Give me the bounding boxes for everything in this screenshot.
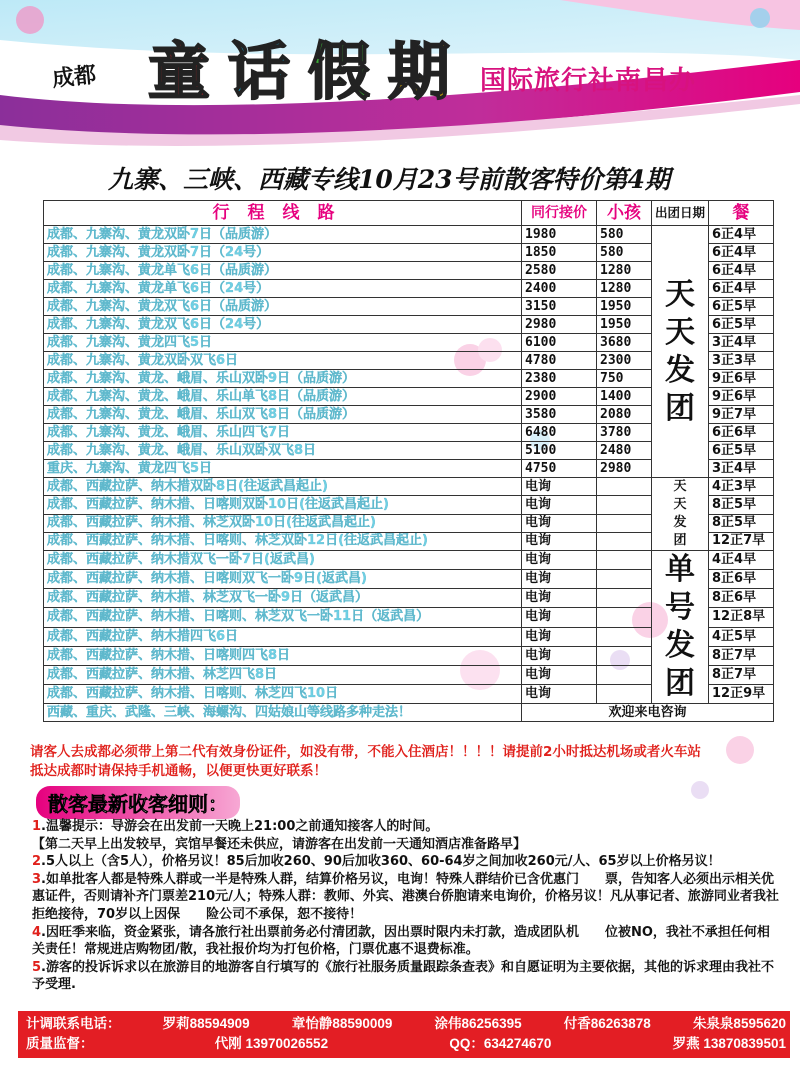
price-cell: 电询 <box>522 532 597 550</box>
child-price-cell: 3680 <box>597 334 652 352</box>
footer-contact: 章怡静88590009 <box>291 1016 393 1031</box>
departure-cell <box>652 478 709 551</box>
price-cell: 电询 <box>522 627 597 646</box>
table-header-row <box>44 201 774 226</box>
route-cell: 成都、九寨沟、黄龙四飞5日 <box>44 334 522 352</box>
meals-cell: 8正7早 <box>709 665 774 684</box>
meals-cell: 4正3早 <box>709 478 774 496</box>
footer-contact: 罗燕 13870839501 <box>672 1036 786 1051</box>
route-cell: 成都、九寨沟、黄龙双飞6日（品质游） <box>44 298 522 316</box>
route-cell: 成都、九寨沟、黄龙、峨眉、乐山双卧9日（品质游） <box>44 370 522 388</box>
route-cell: 成都、九寨沟、黄龙双卧7日（品质游） <box>44 226 522 244</box>
meals-cell: 8正6早 <box>709 589 774 608</box>
child-price-cell <box>597 627 652 646</box>
meals-cell: 6正5早 <box>709 316 774 334</box>
important-notice <box>30 743 790 781</box>
footer-label: 质量监督： <box>26 1036 94 1051</box>
price-cell: 6480 <box>522 424 597 442</box>
child-price-cell <box>597 608 652 627</box>
meals-cell: 9正6早 <box>709 388 774 406</box>
child-price-cell <box>597 514 652 532</box>
notice-line-2: 抵达成都时请保持手机通畅，以便更快更好联系！ <box>30 763 327 779</box>
price-cell: 6100 <box>522 334 597 352</box>
price-cell: 1980 <box>522 226 597 244</box>
price-cell: 2580 <box>522 262 597 280</box>
notice-line-1: 请客人去成都必须带上第二代有效身份证件，如没有带，不能入住酒店！！！！请提前2小时抵达机场或者火车站 <box>30 744 701 760</box>
meals-cell: 6正4早 <box>709 262 774 280</box>
price-cell: 3150 <box>522 298 597 316</box>
route-cell: 成都、西藏拉萨、纳木措双卧8日(往返武昌起止) <box>44 478 522 496</box>
rule-number: 2 <box>32 854 42 870</box>
footer-supervision-row <box>26 1034 786 1054</box>
price-cell: 5100 <box>522 442 597 460</box>
rule-item <box>32 959 782 994</box>
route-cell: 成都、九寨沟、黄龙单飞6日（品质游） <box>44 262 522 280</box>
header-route: 行程线路 <box>44 201 522 226</box>
route-cell: 成都、西藏拉萨、纳木措、日喀则四飞8日 <box>44 646 522 665</box>
meals-cell: 6正4早 <box>709 244 774 262</box>
table-row <box>44 226 774 244</box>
rule-text: .因旺季来临，资金紧张，请各旅行社出票前务必付清团款，因出票时限内未打款，造成团队机 位被NO，我社不承担任何相关责任！常规进店购物团/散，我社报价均为打包价格，门票优惠不退费标准。 <box>32 924 770 958</box>
price-cell: 2400 <box>522 280 597 298</box>
footer-contact: 付香86263878 <box>563 1016 651 1031</box>
child-price-cell: 1400 <box>597 388 652 406</box>
route-cell: 成都、西藏拉萨、纳木措、林芝四飞8日 <box>44 665 522 684</box>
route-cell: 成都、西藏拉萨、纳木措、日喀则、林芝双卧12日(往返武昌起止) <box>44 532 522 550</box>
route-cell: 成都、西藏拉萨、纳木措、日喀则、林芝双飞一卧11日（返武昌） <box>44 608 522 627</box>
rule-number: 4 <box>32 924 42 940</box>
price-cell: 电询 <box>522 665 597 684</box>
price-cell: 4780 <box>522 352 597 370</box>
departure-label: 单 号 发 团 <box>665 552 695 701</box>
departure-cell <box>652 226 709 478</box>
price-cell: 电询 <box>522 551 597 570</box>
title-char-3: 假 <box>308 35 371 108</box>
rule-item <box>32 836 782 854</box>
meals-cell: 6正6早 <box>709 424 774 442</box>
route-cell: 成都、九寨沟、黄龙双卧7日（24号） <box>44 244 522 262</box>
meals-cell: 12正9早 <box>709 684 774 703</box>
price-cell: 电询 <box>522 608 597 627</box>
contact-footer <box>18 1011 790 1058</box>
route-cell: 成都、西藏拉萨、纳木措双飞一卧7日(返武昌) <box>44 551 522 570</box>
rule-text: .如单批客人都是特殊人群或一半是特殊人群，结算价格另议，电询！特殊人群结价已含优惠门 票，告知客人必须出示相关优惠证件，否则请补齐门票差210元/人；特殊人群：教师、外宾、港澳台侨胞请来电询价，价格另议！凡从事记者、旅游同业者我社拒绝接待，70岁以上因保 险公司不承保，恕不接待！ <box>32 871 779 922</box>
child-price-cell <box>597 532 652 550</box>
footer-contact: 朱泉泉8595620 <box>692 1016 786 1031</box>
header-banner <box>0 0 800 150</box>
price-cell: 电询 <box>522 589 597 608</box>
meals-cell: 9正7早 <box>709 406 774 424</box>
price-cell: 电询 <box>522 646 597 665</box>
meals-cell: 6正5早 <box>709 442 774 460</box>
child-price-cell: 1950 <box>597 316 652 334</box>
meals-cell: 6正5早 <box>709 298 774 316</box>
agency-name: 国际旅行社南昌办 <box>480 66 697 96</box>
footer-contact: 代刚 13970026552 <box>214 1036 329 1051</box>
rule-number: 5 <box>32 959 42 975</box>
route-cell: 成都、西藏拉萨、纳木措、林芝双飞一卧9日（返武昌） <box>44 589 522 608</box>
price-cell: 电询 <box>522 684 597 703</box>
child-price-cell <box>597 589 652 608</box>
footer-contact-row <box>26 1014 786 1034</box>
route-cell: 成都、九寨沟、黄龙双卧双飞6日 <box>44 352 522 370</box>
price-cell: 电询 <box>522 514 597 532</box>
child-price-cell <box>597 496 652 514</box>
child-price-cell: 2300 <box>597 352 652 370</box>
price-cell: 1850 <box>522 244 597 262</box>
page-subtitle: 九寨、三峡、西藏专线10月23号前散客特价第4期 <box>108 165 670 194</box>
rule-item <box>32 871 782 924</box>
itinerary-table <box>43 200 774 722</box>
child-price-cell: 1950 <box>597 298 652 316</box>
route-cell: 成都、九寨沟、黄龙、峨眉、乐山单飞8日（品质游） <box>44 388 522 406</box>
price-cell: 电询 <box>522 496 597 514</box>
meals-cell: 6正4早 <box>709 226 774 244</box>
meals-cell: 4正4早 <box>709 551 774 570</box>
rules-list <box>32 818 782 994</box>
rule-text: .游客的投诉诉求以在旅游目的地游客自行填写的《旅行社服务质量跟踪条查表》和自愿证明为主要依据，其他的诉求理由我社不予受理. <box>32 959 774 993</box>
footer-contact: 涂伟86256395 <box>434 1016 522 1031</box>
rule-item <box>32 853 782 871</box>
child-price-cell <box>597 551 652 570</box>
header-price: 同行接价 <box>522 201 597 226</box>
route-cell: 成都、西藏拉萨、纳木措四飞6日 <box>44 627 522 646</box>
meals-cell: 8正6早 <box>709 570 774 589</box>
child-price-cell <box>597 665 652 684</box>
child-price-cell: 2080 <box>597 406 652 424</box>
title-char-4: 期 <box>388 35 451 108</box>
route-cell: 成都、九寨沟、黄龙、峨眉、乐山四飞7日 <box>44 424 522 442</box>
header-departure: 出团日期 <box>652 201 709 226</box>
child-price-cell <box>597 478 652 496</box>
price-cell: 2980 <box>522 316 597 334</box>
departure-cell <box>652 551 709 704</box>
rule-item <box>32 818 782 836</box>
rule-number: 1 <box>32 819 42 834</box>
header-prefix: 成都 <box>51 62 98 93</box>
rule-text: .温馨提示：导游会在出发前一天晚上21:00之前通知接客人的时间。 <box>41 819 439 834</box>
route-cell: 成都、九寨沟、黄龙、峨眉、乐山双卧双飞8日 <box>44 442 522 460</box>
route-cell: 成都、西藏拉萨、纳木措、日喀则双卧10日(往返武昌起止) <box>44 496 522 514</box>
table-row <box>44 478 774 496</box>
child-price-cell: 3780 <box>597 424 652 442</box>
meals-cell: 8正7早 <box>709 646 774 665</box>
meals-cell: 6正4早 <box>709 280 774 298</box>
footer-label: 计调联系电话： <box>26 1016 121 1031</box>
title-char-2: 话 <box>228 35 291 108</box>
price-cell: 电询 <box>522 570 597 589</box>
meals-cell: 8正5早 <box>709 496 774 514</box>
meals-cell: 12正8早 <box>709 608 774 627</box>
rule-text: .5人以上（含5人），价格另议！85后加收260、90后加收360、60-64岁之间加收260元/人、65岁以上价格另议！ <box>41 854 721 870</box>
title-char-1: 童 <box>148 35 211 108</box>
footer-contact: QQ：634274670 <box>449 1036 552 1051</box>
child-price-cell: 1280 <box>597 280 652 298</box>
header-meals: 餐 <box>709 201 774 226</box>
route-cell: 成都、西藏拉萨、纳木措、日喀则双飞一卧9日(返武昌) <box>44 570 522 589</box>
route-cell: 成都、西藏拉萨、纳木措、林芝双卧10日(往返武昌起止) <box>44 514 522 532</box>
rule-text: 【第二天早上出发较早，宾馆早餐还未供应，请游客在出发前一天通知酒店准备路早】 <box>32 836 527 852</box>
route-cell: 成都、九寨沟、黄龙单飞6日（24号） <box>44 280 522 298</box>
child-price-cell <box>597 570 652 589</box>
route-cell: 成都、九寨沟、黄龙双飞6日（24号） <box>44 316 522 334</box>
price-cell: 2380 <box>522 370 597 388</box>
meals-cell: 3正3早 <box>709 352 774 370</box>
child-price-cell: 750 <box>597 370 652 388</box>
meals-cell: 8正5早 <box>709 514 774 532</box>
more-routes-cell: 西藏、重庆、武隆、三峡、海螺沟、四姑娘山等线路多种走法！ <box>44 704 522 722</box>
meals-cell: 3正4早 <box>709 460 774 478</box>
child-price-cell: 580 <box>597 226 652 244</box>
header-child: 小孩 <box>597 201 652 226</box>
table-row-more-routes <box>44 704 774 722</box>
price-cell: 3580 <box>522 406 597 424</box>
child-price-cell: 1280 <box>597 262 652 280</box>
welcome-cell: 欢迎来电咨询 <box>522 704 774 722</box>
child-price-cell: 2480 <box>597 442 652 460</box>
meals-cell: 12正7早 <box>709 532 774 550</box>
price-cell: 电询 <box>522 478 597 496</box>
rule-number: 3 <box>32 871 42 887</box>
child-price-cell: 580 <box>597 244 652 262</box>
rule-item <box>32 924 782 959</box>
route-cell: 重庆、九寨沟、黄龙四飞5日 <box>44 460 522 478</box>
price-cell: 4750 <box>522 460 597 478</box>
departure-label: 天 天 发 团 <box>673 479 687 548</box>
child-price-cell <box>597 684 652 703</box>
footer-contact: 罗莉88594909 <box>162 1016 250 1031</box>
price-cell: 2900 <box>522 388 597 406</box>
route-cell: 成都、九寨沟、黄龙、峨眉、乐山双飞8日（品质游） <box>44 406 522 424</box>
rules-title: 散客最新收客细则： <box>36 786 240 819</box>
meals-cell: 9正6早 <box>709 370 774 388</box>
table-row <box>44 551 774 570</box>
meals-cell: 4正5早 <box>709 627 774 646</box>
meals-cell: 3正4早 <box>709 334 774 352</box>
child-price-cell <box>597 646 652 665</box>
route-cell: 成都、西藏拉萨、纳木措、日喀则、林芝四飞10日 <box>44 684 522 703</box>
child-price-cell: 2980 <box>597 460 652 478</box>
departure-label: 天 天 发 团 <box>665 276 695 426</box>
